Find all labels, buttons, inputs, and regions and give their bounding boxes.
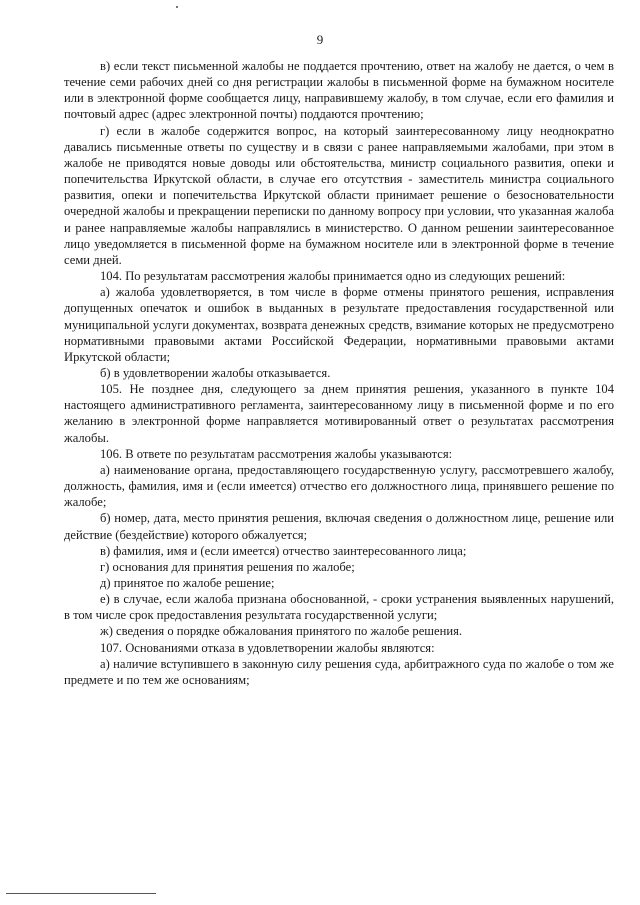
paragraph-106-g: г) основания для принятия решения по жалобе;	[100, 559, 355, 574]
paragraph-104: 104. По результатам рассмотрения жалобы принимается одно из следующих решений:	[100, 269, 566, 284]
paragraph-106-a: а) наименование органа, предоставляющего государственную услугу, рассмотревшего жалобу, должность, фамилия, имя и (если имеется) отчество его должностного лица, принявшего решение по жалобе;	[64, 462, 614, 510]
page-number: 9	[316, 32, 324, 47]
paragraph-106: 106. В ответе по результатам рассмотрения жалобы указываются:	[100, 446, 453, 461]
paragraph-104-b: б) в удовлетворении жалобы отказывается.	[100, 365, 331, 380]
paragraph-105: 105. Не позднее дня, следующего за днем принятия решения, указанного в пункте 104 настоящего административного регламента, заинтересованному лицу в письменной форме и по его желанию в электронной форме направляется мотивированный ответ о результатах рассмотрения жалобы.	[64, 382, 614, 445]
paragraph-106-zh: ж) сведения о порядке обжалования принятого по жалобе решения.	[100, 624, 463, 639]
paragraph-107-a: а) наличие вступившего в законную силу решения суда, арбитражного суда по жалобе о том же предмете и по тем же основаниям;	[64, 656, 614, 687]
paragraph-106-d: д) принятое по жалобе решение;	[100, 576, 275, 590]
document-body	[64, 58, 614, 688]
paragraph-g-repeated-question: г) если в жалобе содержится вопрос, на который заинтересованному лицу неоднократно давались письменные ответы по существу и в связи с ранее направляемыми жалобами, при этом в жалобе не приводятся новые доводы или обстоятельства, министр социального развития, опеки и попечительства Иркутской области, в случае его отсутствия - заместитель министра социального развития, опеки и попечительства Иркутской области принимает решение о безосновательности очередной жалобы и прекращении переписки по данному вопросу при условии, что указанная жалоба и ранее направляемые жалобы направлялись в министерство. О данном решении заинтересованное лицо уведомляется в письменной форме на бумажном носителе или в электронной форме в течение семи дней.	[64, 123, 614, 267]
paragraph-v-unreadable: в) если текст письменной жалобы не поддается прочтению, ответ на жалобу не дается, о чем в течение семи рабочих дней со дня регистрации жалобы в письменной форме на бумажном носителе или в электронной форме сообщается лицу, направившему жалобу, в том случае, если его фамилия и почтовый адрес (адрес электронной почты) поддаются прочтению;	[64, 59, 614, 122]
scan-speck	[176, 6, 178, 8]
paragraph-107: 107. Основаниями отказа в удовлетворении жалобы являются:	[100, 640, 435, 655]
paragraph-106-v: в) фамилия, имя и (если имеется) отчество заинтересованного лица;	[100, 543, 467, 558]
paragraph-106-b: б) номер, дата, место принятия решения, включая сведения о должностном лице, решение или действие (бездействие) которого обжалуется;	[64, 511, 614, 542]
paragraph-106-e: е) в случае, если жалоба признана обоснованной, - сроки устранения выявленных нарушений, в том числе срок предоставления результата государственной услуги;	[64, 592, 614, 623]
footnote-divider	[6, 893, 156, 894]
paragraph-104-a: а) жалоба удовлетворяется, в том числе в форме отмены принятого решения, исправления допущенных опечаток и ошибок в выданных в результате предоставления государственной или муниципальной услуги документах, возврата денежных средств, взимание которых не предусмотрено нормативными правовыми актами Российской Федерации, нормативными правовыми актами Иркутской области;	[64, 285, 614, 364]
